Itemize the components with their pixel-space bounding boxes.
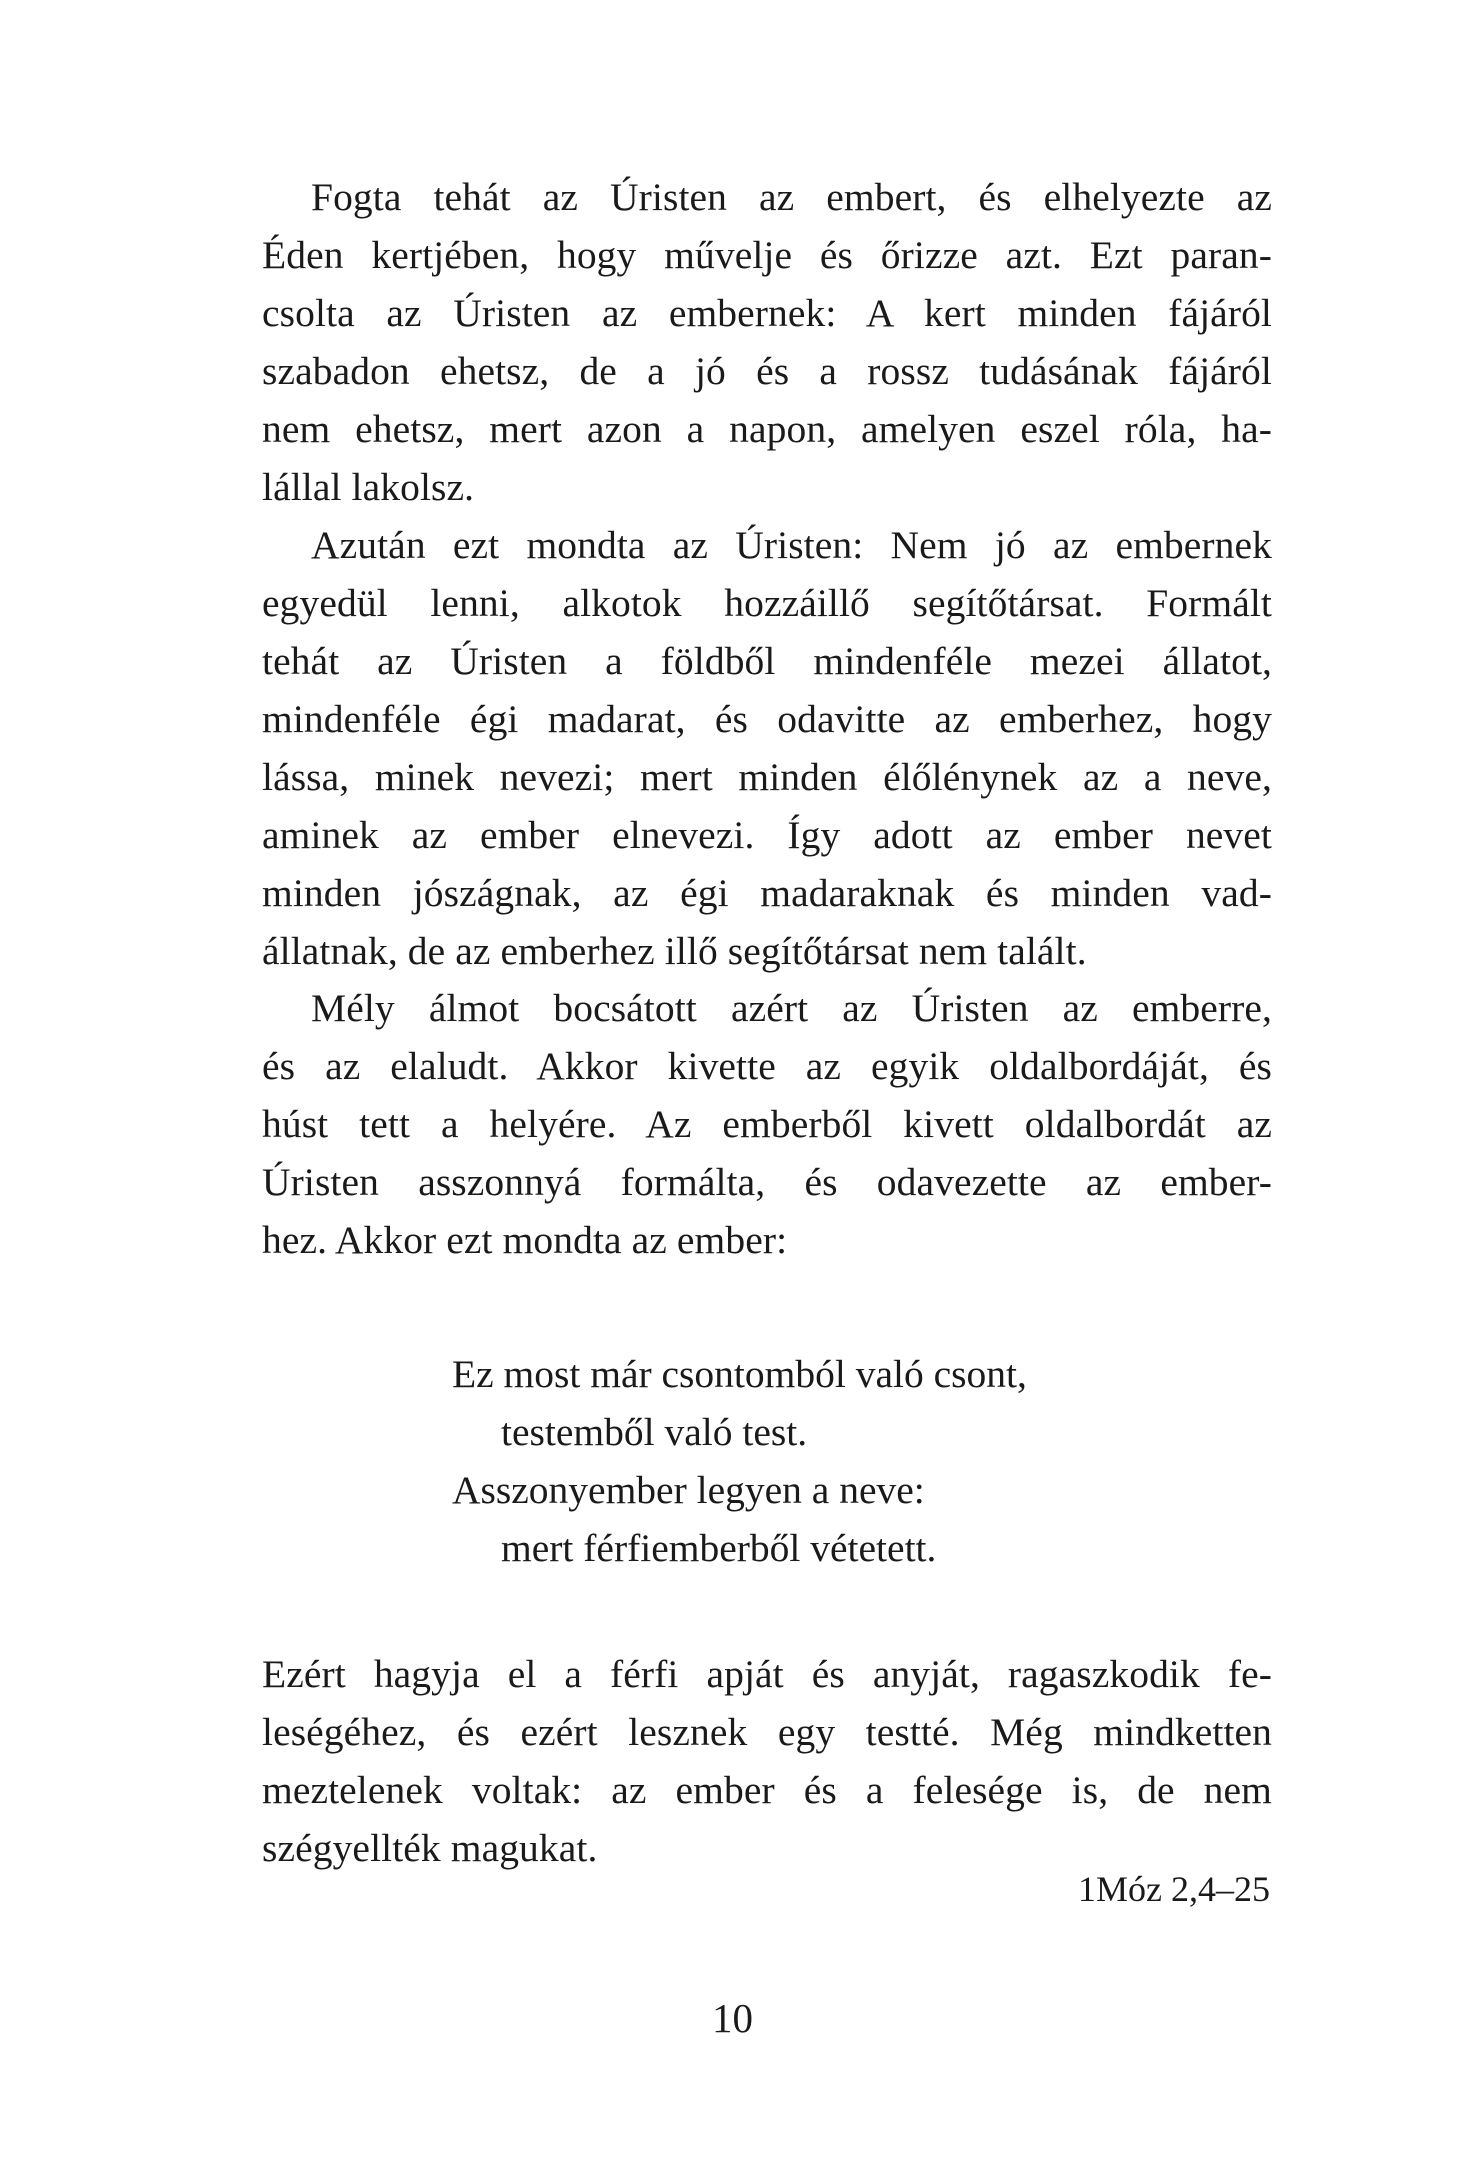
paragraph-line: Úristen asszonnyá formálta, és odavezette az ember- [262,1160,1272,1204]
paragraph-line: mindenféle égi madarat, és odavitte az emberhez, hogy [262,697,1272,741]
paragraph-line: lállal lakolsz. [262,465,475,509]
paragraph-line: lássa, minek nevezi; mert minden élőlénynek az a neve, [262,755,1272,799]
paragraph-line: minden jószágnak, az égi madaraknak és minden vad- [262,871,1272,915]
paragraph-line: Ezért hagyja el a férfi apját és anyját, ragaszkodik fe- [262,1652,1272,1696]
verse-line: mert férfiemberből vétetett. [501,1526,937,1570]
paragraph-line: Fogta tehát az Úristen az embert, és elhelyezte az [311,175,1272,219]
paragraph-line: hez. Akkor ezt mondta az ember: [262,1218,788,1262]
scripture-reference: 1Móz 2,4–25 [1078,1869,1270,1909]
paragraph-line: Mély álmot bocsátott azért az Úristen az emberre, [311,986,1272,1030]
page-number: 10 [712,1995,753,2041]
paragraph-line: húst tett a helyére. Az emberből kivett oldalbordát az [262,1102,1272,1146]
paragraph-line: szabadon ehetsz, de a jó és a rossz tudásának fájáról [262,349,1272,393]
paragraph-line: tehát az Úristen a földből mindenféle mezei állatot, [262,639,1272,683]
paragraph-3 [262,979,1272,1269]
paragraph-line: nem ehetsz, mert azon a napon, amelyen eszel róla, ha- [262,407,1272,451]
verse-line: Asszonyember legyen a neve: [452,1468,925,1512]
paragraph-2 [262,516,1272,980]
verse-line: Ez most már csontomból való csont, [452,1352,1027,1396]
paragraph-line: szégyellték magukat. [262,1826,598,1870]
paragraph-line: leségéhez, és ezért lesznek egy testté. Még mindketten [262,1710,1272,1754]
paragraph-line: meztelenek voltak: az ember és a felesége is, de nem [262,1768,1272,1812]
verse-block [452,1345,1027,1577]
paragraph-line: állatnak, de az emberhez illő segítőtársat nem talált. [262,929,1087,973]
paragraph-line: egyedül lenni, alkotok hozzáillő segítőtársat. Formált [262,581,1272,625]
closing-paragraph [262,1645,1272,1877]
verse-line: testemből való test. [501,1410,808,1454]
paragraph-line: Éden kertjében, hogy művelje és őrizze azt. Ezt paran- [262,233,1272,277]
paragraph-line: aminek az ember elnevezi. Így adott az ember nevet [262,813,1272,857]
paragraph-1 [262,168,1272,516]
paragraph-line: csolta az Úristen az embernek: A kert minden fájáról [262,291,1272,335]
paragraph-line: Azután ezt mondta az Úristen: Nem jó az embernek [311,523,1272,567]
paragraph-line: és az elaludt. Akkor kivette az egyik oldalbordáját, és [262,1044,1272,1088]
